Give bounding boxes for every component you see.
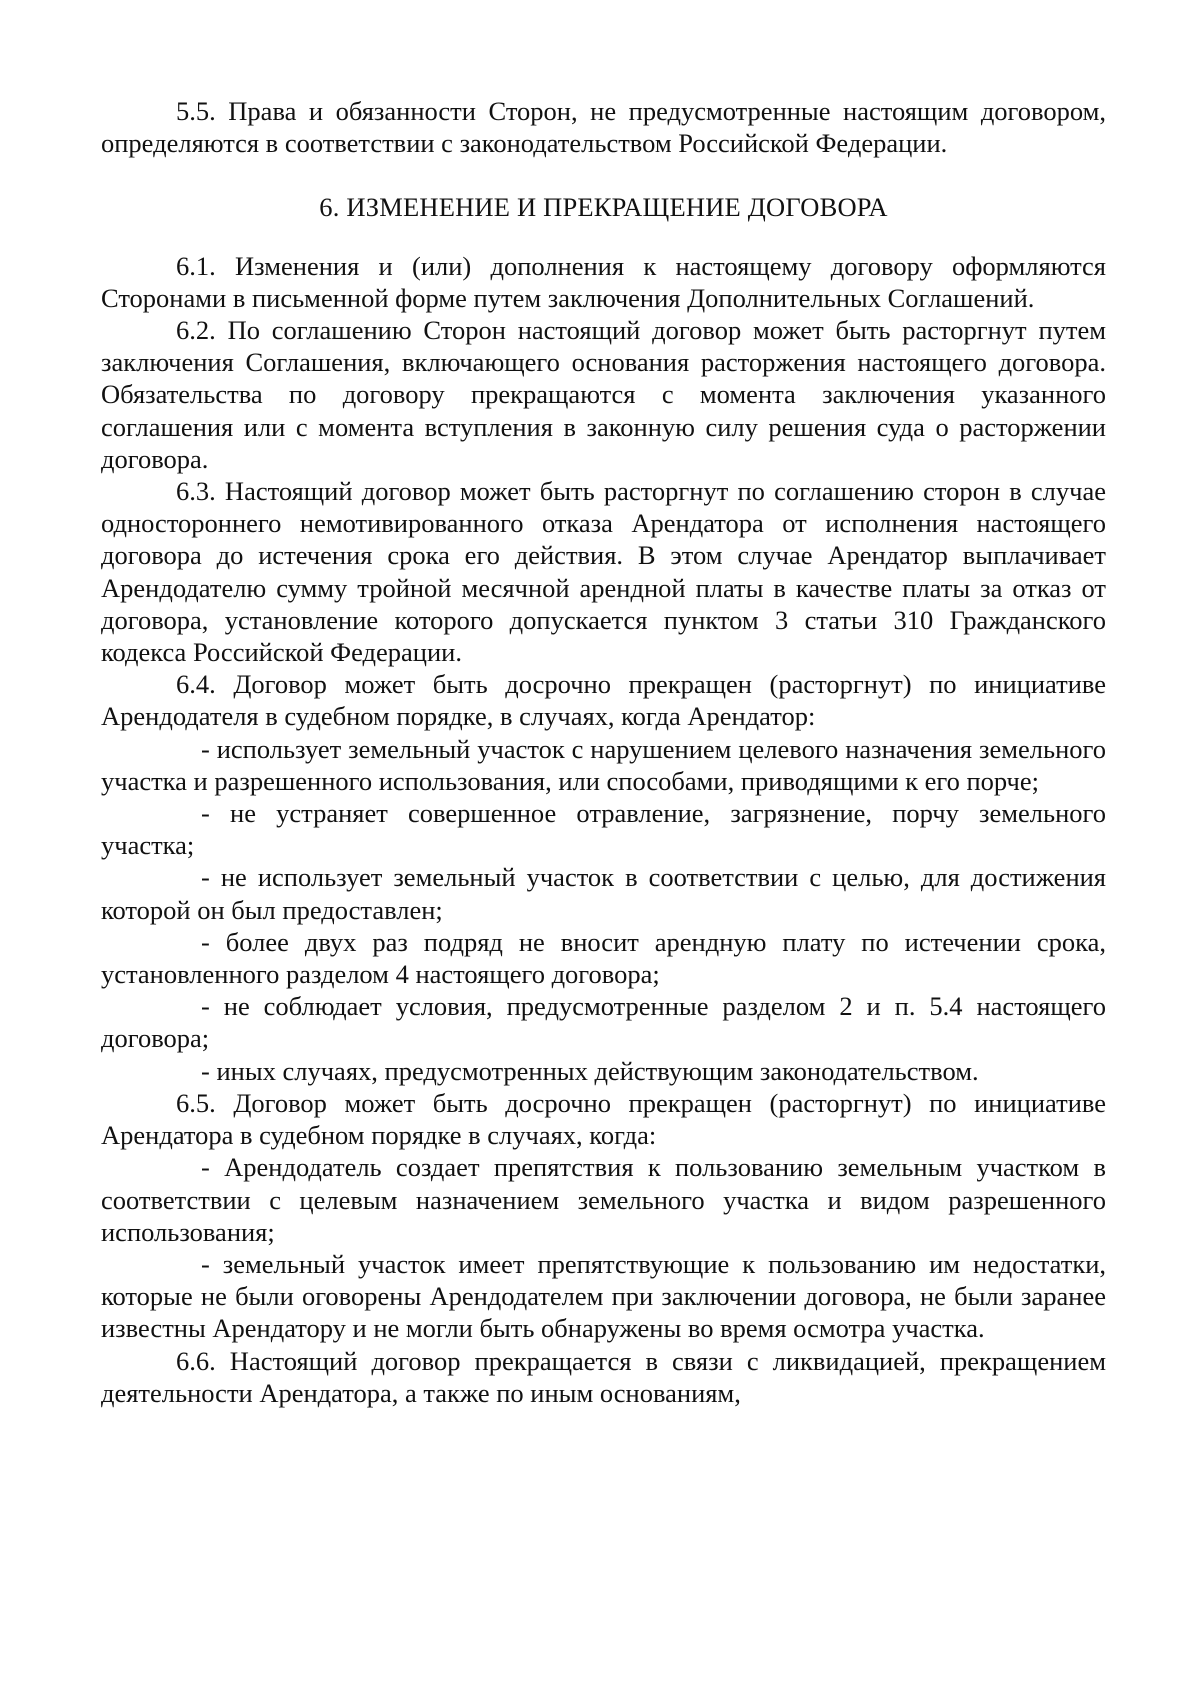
list-item-6-4: - не устраняет совершенное отравление, загрязнение, порчу земельного участка; [101,798,1106,861]
list-item-6-4: - иных случаях, предусмотренных действующим законодательством. [201,1055,979,1086]
list-item-6-4: - более двух раз подряд не вносит арендную плату по истечении срока, установленного разделом 4 настоящего договора; [101,926,1106,990]
paragraph-6-4: 6.4. Договор может быть досрочно прекращен (расторгнут) по инициативе Арендодателя в судебном порядке, в случаях, когда Арендатор: [101,669,1106,732]
paragraph-5-5: 5.5. Права и обязанности Сторон, не предусмотренные настоящим договором, определяются в соответствии с законодательством Российской Федерации. [101,96,1106,159]
list-item-6-5: - Арендодатель создает препятствия к пользованию земельным участком в соответствии с целевым назначением земельного участка и видом разрешенного использования; [101,1152,1106,1247]
paragraph-6-1: 6.1. Изменения и (или) дополнения к настоящему договору оформляются Сторонами в письменной форме путем заключения Дополнительных Соглашений. [101,250,1106,313]
list-item-6-5: - земельный участок имеет препятствующие к пользованию им недостатки, которые не были оговорены Арендодателем при заключении договора, не были заранее известны Арендатору и не могли быть обнаружены во время осмотра участка. [101,1248,1106,1344]
paragraph-6-3: 6.3. Настоящий договор может быть расторгнут по соглашению сторон в случае одностороннего немотивированного отказа Арендатора от исполнения настоящего договора до истечения срока его действия. В этом случае Арендатор выплачивает Арендодателю сумму тройной месячной арендной платы в качестве платы за отказ от договора, установление которого допускается пунктом 3 статьи 310 Гражданского кодекса Российской Федерации. [101,476,1106,668]
list-item-6-4: - не использует земельный участок в соответствии с целью, для достижения которой он был предоставлен; [101,862,1106,925]
list-item-6-4: - использует земельный участок с нарушением целевого назначения земельного участка и разрешенного использования, или способами, приводящими к его порче; [101,733,1106,796]
paragraph-6-5: 6.5. Договор может быть досрочно прекращен (расторгнут) по инициативе Арендатора в судебном порядке в случаях, когда: [101,1087,1106,1151]
paragraph-6-2: 6.2. По соглашению Сторон настоящий договор может быть расторгнут путем заключения Соглашения, включающего основания расторжения настоящего договора. Обязательства по договору прекращаются с момента заключения указанного соглашения или с момента вступления в законную силу решения суда о расторжении договора. [101,315,1106,474]
list-item-6-4: - не соблюдает условия, предусмотренные разделом 2 и п. 5.4 настоящего договора; [101,991,1106,1054]
paragraph-6-6: 6.6. Настоящий договор прекращается в связи с ликвидацией, прекращением деятельности Арендатора, а также по иным основаниям, [101,1345,1106,1408]
document-body [101,95,1106,1409]
section-heading: 6. ИЗМЕНЕНИЕ И ПРЕКРАЩЕНИЕ ДОГОВОРА [319,192,888,223]
